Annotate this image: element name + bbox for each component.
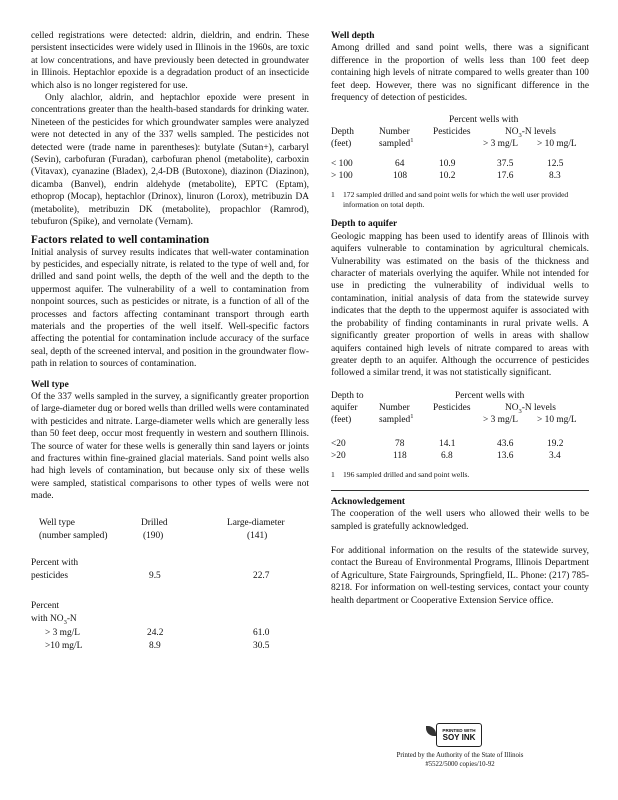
- th-gt10-2: > 10 mg/L: [537, 414, 577, 425]
- heading-well-type: Well type: [31, 379, 69, 390]
- th-depth: Depth: [331, 127, 354, 138]
- th-gt10: > 10 mg/L: [537, 139, 577, 150]
- cell-aq-depth-r2: >20: [331, 450, 346, 461]
- cell-gt3-r1: 37.5: [497, 159, 514, 170]
- printing-authority: Printed by the Authority of the State of Illinois #5522/5000 copies/10-92: [396, 752, 524, 768]
- heading-well-depth: Well depth: [331, 31, 375, 41]
- cell-gt3-drilled: 24.2: [147, 627, 164, 638]
- th-pesticides: Pesticides: [433, 127, 471, 138]
- paragraph-well-type: Of the 337 wells sampled in the survey, a significantly greater proportion of large-diameter dug or bored wells than drilled wells were contaminated with pesticides and nitrate. Large-diameter wells which are generally less than 50 feet deep, occur most frequently in western and southern Illinois. The source of water for these wells is generally thin sand layers or joints and fractures within fine-grained glacial materials. Sand point wells also had high levels of contamination, but because only six of these wells were sampled, statistical comparisons to other types of wells were not made.: [31, 391, 309, 502]
- row-nitrate-label-a: Percent: [31, 600, 60, 611]
- cell-aq-pest-r1: 14.1: [439, 438, 456, 449]
- cell-aq-gt10-r2: 3.4: [549, 450, 561, 461]
- paragraph-standards: Only alachlor, aldrin, and heptachlor epoxide were present in concentrations greater than the health-based standards for drinking water. Nineteen of the pesticides for which groundwater samples were analyzed were not detected in any of the 337 wells sampled. The pesticides not detected were (trade name in parentheses): butylate (Sutan+), carbaryl (Sevin), carbofuran (Furadan), carbofuran phenol (metabolite), carboxin (Vitavax), cyanazine (Bladex), 2,4-DB (Butoxone), diazinon (Diazinon), dicamba (Banvel), endrin aldehyde (metabolite), EPTC (Eptam), ethoprop (Mocap), heptachlor (Drinox), linuron (Lorox), metribuzin DA (metabolite), metribuzin DK (metabolite), propachlor (Ramrod), tebufuron (Spike), and vernolate (Vernam).: [31, 93, 309, 228]
- cell-pesticides-large: 22.7: [253, 570, 270, 581]
- th-large-n: (141): [247, 530, 268, 541]
- cell-aq-number-r1: 78: [395, 438, 405, 449]
- paragraph-registrations: celled registrations were detected: aldrin, dieldrin, and endrin. These persistent insecticides were widely used in Illinois in the 1960s, are toxic at low concentrations, and have previously been detected in groundwater in Illinois. Heptachlor epoxide is a degradation product of an insecticide which also is no longer registered for use.: [31, 31, 309, 91]
- cell-depth-r1: < 100: [331, 159, 353, 170]
- row-pesticides-label-b: pesticides: [31, 570, 68, 581]
- paragraph-factors: Initial analysis of survey results indicates that well-water contamination by pesticides, and especially nitrate, is related to the type of well and, for drilled and sand point wells, the depth of the well and the depth to the uppermost aquifer. The vulnerability of a well to contamination from nonpoint sources, such as pesticides or nitrate, is a function of all of the processes and factors affecting contaminant transport through earth materials and the properties of the well itself. Well-specific factors affecting the potential for contamination include accuracy of the surface seal, depth of the screened interval, and position in the groundwater flow-path in relation to sources of contamination.: [31, 247, 309, 370]
- cell-aq-gt3-r2: 13.6: [497, 450, 514, 461]
- th-sampled: sampled$^1$: [379, 137, 414, 150]
- well-depth-table: [331, 114, 589, 184]
- cell-pest-r2: 10.2: [439, 171, 456, 182]
- th-percent-wells-2: Percent wells with: [455, 390, 525, 401]
- th-aquifer: aquifer: [331, 402, 358, 413]
- divider: [331, 490, 589, 491]
- th-number-sampled: (number sampled): [39, 530, 108, 541]
- th-gt3-2: > 3 mg/L: [483, 414, 518, 425]
- th-drilled: Drilled: [141, 517, 168, 528]
- th-well-type: Well type: [39, 517, 75, 528]
- paragraph-contact: For additional information on the results of the statewide survey, contact the Bureau of Environmental Programs, Illinois Department of Agriculture, State Fairgrounds, Springfield, IL. Phone: (217) 785-8218. For information on well-testing services, contact your county health department or Cooperative Extension Service office.: [331, 545, 589, 606]
- th-large-diameter: Large-diameter: [227, 517, 285, 528]
- cell-aq-number-r2: 118: [393, 450, 407, 461]
- cell-gt10-r2: 8.3: [549, 171, 561, 182]
- cell-gt10-r1: 12.5: [547, 159, 564, 170]
- cell-aq-gt3-r1: 43.6: [497, 438, 514, 449]
- paragraph-well-depth: Among drilled and sand point wells, there was a significant difference in the proportion of wells less than 100 feet deep containing high levels of nitrate compared to wells greater than 100 feet deep. However, there was no significant difference in the frequency of detection of pesticides.: [331, 43, 589, 104]
- th-number: Number: [379, 127, 410, 138]
- cell-aq-gt10-r1: 19.2: [547, 438, 564, 449]
- row-nitrate-label-b: with $NO_3-N$: [31, 613, 77, 626]
- left-column: [31, 30, 309, 699]
- cell-number-r1: 64: [395, 159, 405, 170]
- soy-ink-logo: PRINTED WITH SOY INK: [436, 723, 482, 747]
- th-no3-levels: $NO_3-N$ levels: [505, 127, 556, 140]
- th-drilled-n: (190): [143, 530, 164, 541]
- cell-gt10-drilled: 8.9: [149, 640, 161, 651]
- cell-pesticides-drilled: 9.5: [149, 570, 161, 581]
- cell-number-r2: 108: [393, 171, 408, 182]
- paragraph-acknowledgement: The cooperation of the well users who allowed their wells to be sampled is gratefully acknowledged.: [331, 509, 589, 532]
- th-sampled-2: sampled$^1$: [379, 412, 414, 425]
- cell-aq-pest-r2: 6.8: [441, 450, 453, 461]
- heading-acknowledgement: Acknowledgement: [331, 496, 405, 507]
- th-gt3: > 3 mg/L: [483, 139, 518, 150]
- th-no3-levels-2: $NO_3-N$ levels: [505, 402, 556, 415]
- heading-factors: Factors related to well contamination: [31, 233, 210, 246]
- aquifer-depth-table: [331, 390, 589, 474]
- th-depth-to: Depth to: [331, 390, 364, 401]
- cell-gt3-large: 61.0: [253, 627, 270, 638]
- right-column: [331, 30, 589, 607]
- th-feet-2: (feet): [331, 414, 352, 425]
- cell-depth-r2: > 100: [331, 171, 353, 182]
- cell-gt10-large: 30.5: [253, 640, 270, 651]
- row-gt10-label: >10 mg/L: [45, 640, 83, 651]
- footnote-well-depth: 1 172 sampled drilled and sand point wells for which the well user provided information on total depth.: [331, 190, 569, 210]
- cell-gt3-r2: 17.6: [497, 171, 514, 182]
- soy-leaf-icon: [426, 726, 436, 736]
- row-gt3-label: > 3 mg/L: [45, 627, 80, 638]
- cell-aq-depth-r1: <20: [331, 438, 346, 449]
- cell-pest-r1: 10.9: [439, 159, 456, 170]
- th-number-2: Number: [379, 402, 410, 413]
- th-pesticides-2: Pesticides: [433, 402, 471, 413]
- heading-depth-to-aquifer: Depth to aquifer: [331, 219, 398, 230]
- well-type-table: [31, 517, 309, 699]
- th-feet: (feet): [331, 139, 352, 150]
- footnote-aquifer: 1 196 sampled drilled and sand point wells.: [331, 469, 470, 479]
- row-pesticides-label-a: Percent with: [31, 557, 79, 568]
- th-percent-wells: Percent wells with: [449, 115, 519, 126]
- paragraph-depth-to-aquifer: Geologic mapping has been used to identify areas of Illinois with aquifers vulnerable to contamination by agricultural chemicals. Vulnerability was estimated on the basis of the thickness and character of materials overlying the aquifer. While not intended for use in predicting the vulnerability of individual wells to contamination, initial analysis of data from the statewide survey indicates that the depth to the uppermost aquifer is associated with the probability of finding contaminants in rural private wells. A significantly greater proportion of wells in areas with shallow aquifers contained high levels of nitrate compared to areas with greater depth to an aquifer. Although the occurrence of pesticides followed a similar trend, it was not statistically significant.: [331, 231, 589, 379]
